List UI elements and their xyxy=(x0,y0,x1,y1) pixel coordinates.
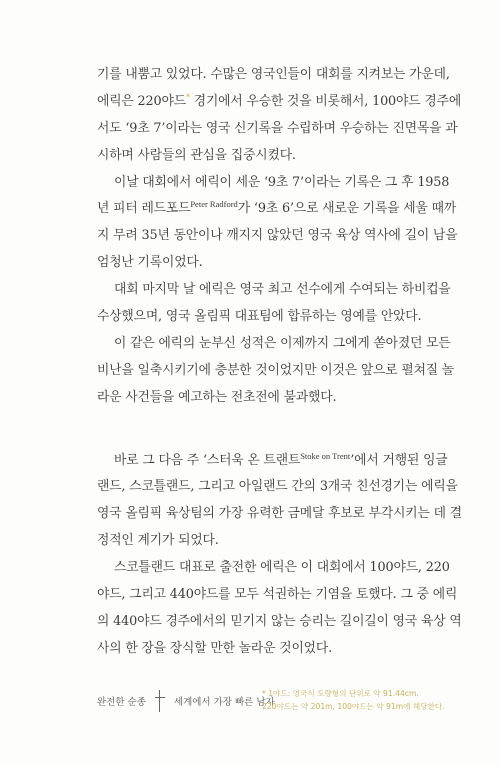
p4-line-2: 비난을 일축시키기에 충분한 것이었지만 이것은 앞으로 펼쳐질 놀 xyxy=(97,362,455,378)
p1-line-3: 서도 ‘9초 7’이라는 영국 신기록을 수립하며 우승하는 진면목을 과 xyxy=(97,120,458,136)
name-annotation-peter-radford: Peter Radford xyxy=(190,199,238,210)
p1-line-2b: 경기에서 우승한 것을 비롯해서, 100야드 경주에 xyxy=(189,93,462,109)
p2-line-2a: 년 피터 레드포드 xyxy=(97,201,191,217)
name-annotation-stoke-on-trent: Stoke on Trent xyxy=(300,450,351,461)
chapter-title: 세계에서 가장 빠른 남자 xyxy=(173,697,275,708)
p6-line-4: 사의 한 장을 장식할 만한 놀라운 것이었다. xyxy=(97,640,333,656)
p5-line-4: 정적인 계기가 되었다. xyxy=(97,533,219,549)
p4-line-1: 이 같은 에릭의 눈부신 성적은 이제까지 그에게 쏟아졌던 모든 xyxy=(114,335,451,351)
p5-line-3: 영국 올림픽 육상팀의 가장 유력한 금메달 후보로 부각시키는 데 결 xyxy=(97,506,462,522)
p1-line-4: 시하며 사람들의 관심을 집중시켰다. xyxy=(97,147,296,163)
book-title: 완전한 순종 xyxy=(97,697,146,708)
running-footer xyxy=(97,690,275,712)
p4-line-3: 라운 사건들을 예고하는 전초전에 불과했다. xyxy=(97,389,337,405)
p6-line-1: 스코틀랜드 대표로 출전한 에릭은 이 대회에서 100야드, 220 xyxy=(114,560,450,576)
section-break xyxy=(97,412,417,448)
p2-line-2b: 가 ‘9초 6’으로 새로운 기록을 세울 때까 xyxy=(237,201,457,217)
p6-line-3: 의 440야드 경주에서의 믿기지 않는 승리는 길이길이 영국 육상 역 xyxy=(97,613,462,629)
p2-line-2 xyxy=(97,196,457,223)
p6-line-2: 야드, 그리고 440야드를 모두 석권하는 기염을 토했다. 그 중 에릭 xyxy=(97,587,458,603)
p2-line-4: 엄청난 기록이었다. xyxy=(97,255,203,271)
footnote-marker: * xyxy=(185,92,190,102)
footnote xyxy=(262,687,445,713)
p5-line-1a: 바로 그 다음 주 ‘스터욱 온 트랜트 xyxy=(114,452,301,468)
cross-icon xyxy=(154,690,166,712)
p1-line-2a: 에릭은 220야드 xyxy=(97,93,186,109)
footnote-line-1: * 1야드: 영국식 도량형의 단위로 약 91.44cm. xyxy=(262,689,419,698)
body-text xyxy=(97,62,462,663)
footnote-line-2: 220야드는 약 201m, 100야드는 약 91m에 해당한다. xyxy=(262,702,445,711)
p2-line-3: 지 무려 35년 동안이나 깨지지 않았던 영국 육상 역사에 길이 남을 xyxy=(97,228,458,244)
p2-line-1: 이날 대회에서 에릭이 세운 ‘9초 7’이라는 기록은 그 후 1958 xyxy=(114,174,450,190)
p5-line-1b: ’에서 거행된 잉글 xyxy=(350,452,448,468)
p5-line-1 xyxy=(97,448,448,475)
p3-line-1: 대회 마지막 날 에릭은 영국 최고 선수에게 수여되는 하비컵을 xyxy=(114,282,451,298)
p1-line-1: 기를 내뿜고 있었다. 수많은 영국인들이 대회를 지켜보는 가운데, xyxy=(97,67,450,82)
p5-line-2: 랜드, 스코틀랜드, 그리고 아일랜드 간의 3개국 친선경기는 에릭을 xyxy=(97,479,458,495)
p1-line-2 xyxy=(97,89,462,116)
p3-line-2: 수상했으며, 영국 올림픽 대표팀에 합류하는 영예를 안았다. xyxy=(97,309,422,325)
